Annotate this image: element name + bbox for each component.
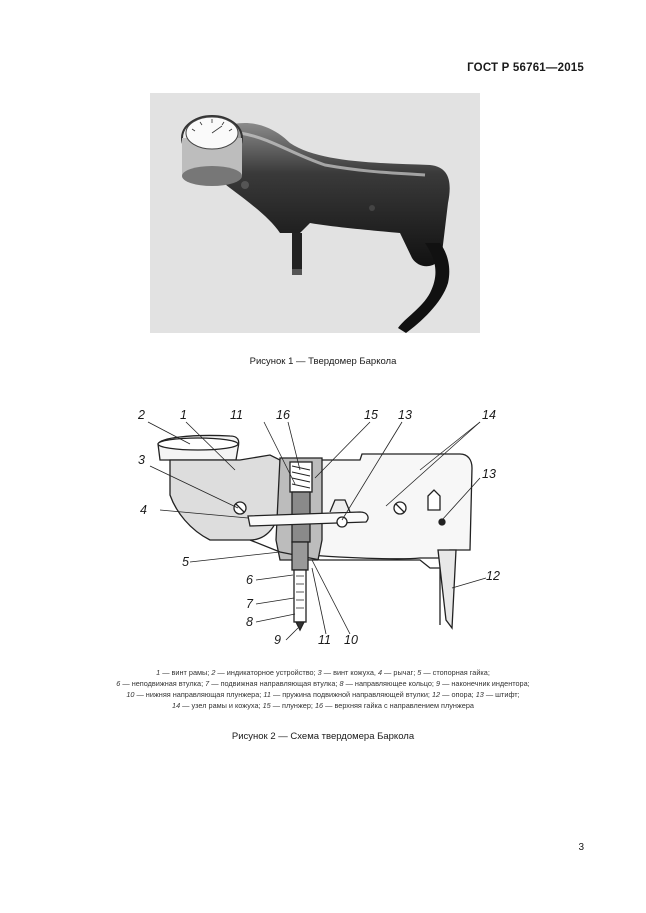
- label-11-top: 11: [230, 408, 243, 422]
- label-12: 12: [486, 569, 500, 583]
- legend-line: [40, 667, 606, 678]
- legend-description: — плунжер;: [270, 701, 315, 710]
- legend-number: 16: [314, 701, 324, 710]
- legend-description: — узел рамы и кожуха;: [180, 701, 263, 710]
- legend-number: 10: [126, 690, 135, 699]
- legend-description: — стопорная гайка;: [421, 668, 490, 677]
- legend-description: — винт рамы;: [160, 668, 212, 677]
- legend-number: 7: [205, 679, 210, 688]
- label-16: 16: [276, 408, 290, 422]
- legend-number: 8: [339, 679, 344, 688]
- label-7: 7: [246, 597, 253, 611]
- figure2-diagram: [130, 400, 520, 652]
- legend-description: — опора;: [440, 690, 476, 699]
- legend-description: — нижняя направляющая плунжера;: [134, 690, 264, 699]
- label-11-bottom: 11: [318, 633, 331, 647]
- label-6: 6: [246, 573, 253, 587]
- legend-description: — направляющее кольцо;: [343, 679, 436, 688]
- label-9: 9: [274, 633, 281, 647]
- label-4: 4: [140, 503, 147, 517]
- figure1-photo: [150, 93, 480, 333]
- legend-description: — рычаг;: [382, 668, 418, 677]
- legend-number: 3: [317, 668, 322, 677]
- hardness-tester-photo: [150, 93, 480, 333]
- legend-number: 2: [211, 668, 216, 677]
- legend-line: [40, 678, 606, 689]
- legend-description: — пружина подвижной направляющей втулки;: [270, 690, 432, 699]
- label-13-right: 13: [482, 467, 496, 481]
- legend-number: 14: [172, 701, 181, 710]
- legend-description: — верхняя гайка с направлением плунжера: [323, 701, 474, 710]
- legend-description: — индикаторное устройство;: [215, 668, 318, 677]
- figure2-legend: [40, 667, 606, 711]
- document-standard-id: ГОСТ Р 56761—2015: [467, 62, 584, 74]
- label-3: 3: [138, 453, 145, 467]
- legend-number: 15: [262, 701, 271, 710]
- label-8: 8: [246, 615, 253, 629]
- label-10: 10: [344, 633, 358, 647]
- label-14: 14: [482, 408, 496, 422]
- legend-line: [40, 689, 606, 700]
- legend-number: 11: [263, 690, 271, 699]
- legend-description: — неподвижная втулка;: [120, 679, 206, 688]
- label-1: 1: [180, 408, 187, 422]
- legend-description: — штифт;: [483, 690, 520, 699]
- legend-description: — подвижная направляющая втулка;: [209, 679, 340, 688]
- legend-number: 1: [156, 668, 161, 677]
- legend-number: 4: [377, 668, 383, 677]
- legend-line: [40, 700, 606, 711]
- legend-description: — наконечник индентора;: [440, 679, 530, 688]
- legend-number: 12: [431, 690, 441, 699]
- legend-number: 13: [475, 690, 484, 699]
- legend-number: 6: [116, 679, 121, 688]
- label-15: 15: [364, 408, 378, 422]
- legend-number: 5: [417, 668, 422, 677]
- label-5: 5: [182, 555, 189, 569]
- figure2-caption: Рисунок 2 — Схема твердомера Баркола: [231, 731, 415, 742]
- legend-description: — винт кожуха,: [321, 668, 378, 677]
- barcol-schematic: [130, 400, 520, 652]
- legend-number: 9: [435, 679, 441, 688]
- label-2: 2: [138, 408, 145, 422]
- page-number: 3: [578, 842, 584, 853]
- label-13-top: 13: [398, 408, 412, 422]
- figure1-caption: Рисунок 1 — Твердомер Баркола: [249, 356, 397, 367]
